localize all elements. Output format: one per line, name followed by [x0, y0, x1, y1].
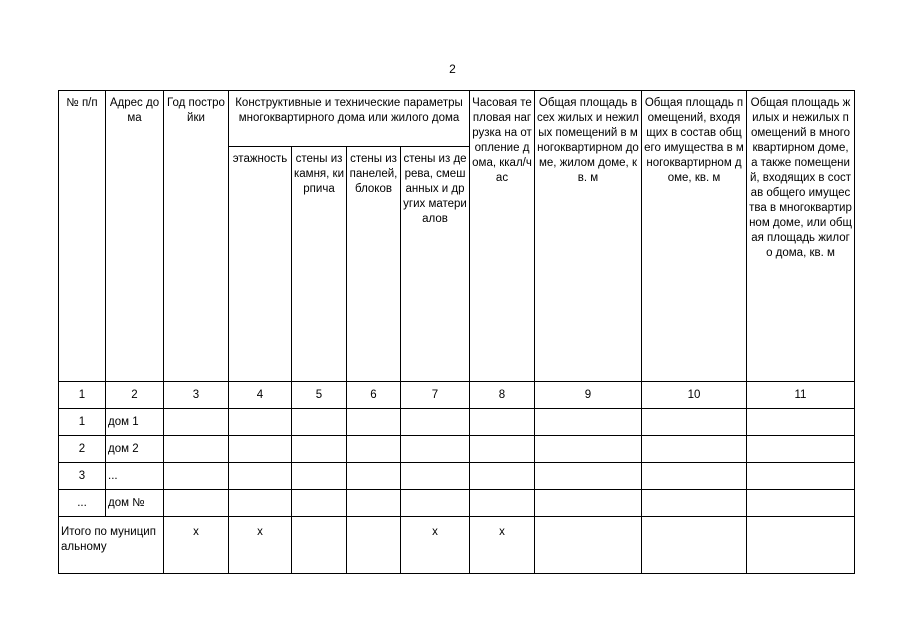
column-number: 6 — [347, 382, 401, 409]
table-cell — [229, 436, 292, 463]
table-cell — [292, 409, 347, 436]
table-cell — [747, 517, 855, 574]
column-number: 1 — [59, 382, 106, 409]
total-label: Итого по муниципальному — [59, 517, 164, 574]
header-construction-params: Конструктивные и технические параметры многоквартирного дома или жилого дома — [229, 91, 470, 147]
page-number: 2 — [449, 62, 456, 76]
header-year: Год постройки — [164, 91, 229, 382]
table-cell — [229, 409, 292, 436]
column-number: 11 — [747, 382, 855, 409]
table-row — [59, 409, 855, 436]
total-mark-year: х — [164, 517, 229, 574]
header-num: № п/п — [59, 91, 106, 382]
table-cell — [229, 490, 292, 517]
table-cell — [535, 490, 642, 517]
table-cell — [401, 490, 470, 517]
header-panel-walls: стены из панелей, блоков — [347, 147, 401, 382]
row-num: 3 — [59, 463, 106, 490]
header-total-area: Общая площадь всех жилых и нежилых помещений в многоквартирном доме, жилом доме, кв. м — [535, 91, 642, 382]
column-number: 5 — [292, 382, 347, 409]
table-cell — [747, 409, 855, 436]
table-cell — [292, 463, 347, 490]
header-heat-load: Часовая тепловая нагрузка на отопление дома, ккал/час — [470, 91, 535, 382]
column-number: 10 — [642, 382, 747, 409]
table-cell — [747, 463, 855, 490]
total-mark-floors: х — [229, 517, 292, 574]
header-address: Адрес дома — [106, 91, 164, 382]
table-cell — [535, 436, 642, 463]
table-cell — [642, 436, 747, 463]
table-cell — [535, 463, 642, 490]
column-number: 7 — [401, 382, 470, 409]
header-wood-walls: стены из дерева, смешанных и других материалов — [401, 147, 470, 382]
table-cell — [229, 463, 292, 490]
header-common-area: Общая площадь помещений, входящих в состав общего имущества в многоквартирном доме, кв. м — [642, 91, 747, 382]
table-row — [59, 463, 855, 490]
table-cell — [292, 436, 347, 463]
table-cell — [164, 409, 229, 436]
header-floors: этажность — [229, 147, 292, 382]
row-address: ... — [106, 463, 164, 490]
row-num: 1 — [59, 409, 106, 436]
table-cell — [747, 436, 855, 463]
column-numbers-row — [59, 382, 855, 409]
header-full-area: Общая площадь жилых и нежилых помещений в многоквартирном доме, а также помещений, входящих в состав общего имущества в многоквартирном доме, или общая площадь жилого дома, кв. м — [747, 91, 855, 382]
table-cell — [642, 490, 747, 517]
table-cell — [164, 490, 229, 517]
table-cell — [347, 436, 401, 463]
table-cell — [401, 463, 470, 490]
table-cell — [401, 409, 470, 436]
header-stone-walls: стены из камня, кирпича — [292, 147, 347, 382]
table-cell — [401, 436, 470, 463]
total-mark-wood: х — [401, 517, 470, 574]
table-cell — [164, 463, 229, 490]
column-number: 9 — [535, 382, 642, 409]
table-cell — [642, 517, 747, 574]
row-address: дом 2 — [106, 436, 164, 463]
table-cell — [292, 490, 347, 517]
table-cell — [535, 409, 642, 436]
column-number: 8 — [470, 382, 535, 409]
total-mark-heat: х — [470, 517, 535, 574]
table-cell — [470, 463, 535, 490]
table-cell — [642, 409, 747, 436]
column-number: 2 — [106, 382, 164, 409]
table-cell — [292, 517, 347, 574]
row-num: 2 — [59, 436, 106, 463]
table-cell — [747, 490, 855, 517]
table-cell — [164, 436, 229, 463]
header-row-1 — [59, 91, 855, 147]
table-cell — [470, 490, 535, 517]
total-row — [59, 517, 855, 574]
table-cell — [347, 490, 401, 517]
table-row — [59, 436, 855, 463]
table-cell — [347, 463, 401, 490]
row-address: дом № — [106, 490, 164, 517]
table-row — [59, 490, 855, 517]
table-cell — [470, 409, 535, 436]
table-cell — [470, 436, 535, 463]
table-cell — [642, 463, 747, 490]
row-num: ... — [59, 490, 106, 517]
table-cell — [347, 517, 401, 574]
column-number: 4 — [229, 382, 292, 409]
row-address: дом 1 — [106, 409, 164, 436]
column-number: 3 — [164, 382, 229, 409]
table-cell — [347, 409, 401, 436]
table-cell — [535, 517, 642, 574]
housing-table — [58, 90, 855, 574]
